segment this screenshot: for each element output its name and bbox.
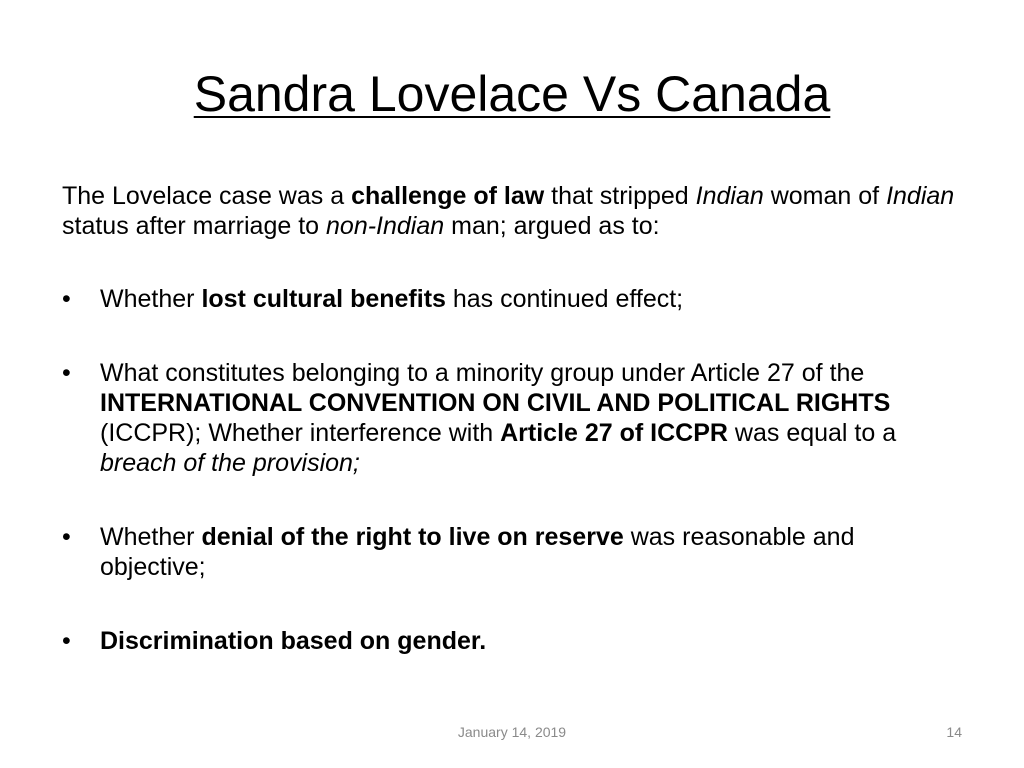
bullet2-text-3: was equal to a (727, 419, 897, 447)
slide-body (62, 181, 962, 656)
intro-paragraph (62, 181, 962, 241)
footer-page-number: 14 (946, 724, 962, 740)
bullet-dot-icon: • (62, 523, 71, 551)
footer-date: January 14, 2019 (457, 724, 567, 740)
bullet2-bold-article-27: Article 27 of ICCPR (500, 419, 728, 447)
intro-bold-challenge-of-law: challenge of law (351, 182, 545, 210)
bullet-dot-icon: • (62, 285, 71, 313)
slide-title-text: Sandra Lovelace Vs Canada (193, 66, 831, 122)
intro-text-4: status after marriage to (62, 212, 327, 240)
bullet2-text-2: (ICCPR); Whether interference with (100, 419, 501, 447)
bullet1-bold: lost cultural benefits (201, 285, 446, 313)
bullet-dot-icon: • (62, 627, 71, 655)
bullet3-text-1: Whether (100, 523, 202, 551)
bullet2-italic-breach: breach of the provision; (100, 449, 360, 477)
intro-italic-indian-1: Indian (695, 182, 764, 210)
intro-text-3: woman of (763, 182, 887, 210)
bullet1-text-1: Whether (100, 285, 202, 313)
intro-text-2: that stripped (544, 182, 696, 210)
bullet-dot-icon: • (62, 359, 71, 387)
bullet-item-lost-cultural-benefits (62, 284, 962, 314)
bullet3-bold: denial of the right to live on reserve (201, 523, 624, 551)
bullet-list (62, 284, 962, 656)
bullet-item-denial-of-right (62, 522, 962, 582)
bullet2-text-1: What constitutes belonging to a minority group under Article 27 of the (100, 359, 865, 387)
bullet-item-discrimination (62, 626, 962, 656)
slide-title (0, 62, 1024, 126)
bullet1-text-2: has continued effect; (445, 285, 684, 313)
intro-italic-non-indian: non-Indian (326, 212, 445, 240)
bullet2-bold-iccpr-name: INTERNATIONAL CONVENTION ON CIVIL AND POLITICAL RIGHTS (100, 389, 891, 417)
bullet-item-article-27 (62, 358, 962, 478)
intro-text-1: The Lovelace case was a (62, 182, 352, 210)
bullet3-text-2: was reasonable and objective; (100, 523, 855, 581)
intro-italic-indian-2: Indian (886, 182, 955, 210)
intro-text-5: man; argued as to: (444, 212, 660, 240)
bullet4-bold: Discrimination based on gender. (100, 627, 487, 655)
